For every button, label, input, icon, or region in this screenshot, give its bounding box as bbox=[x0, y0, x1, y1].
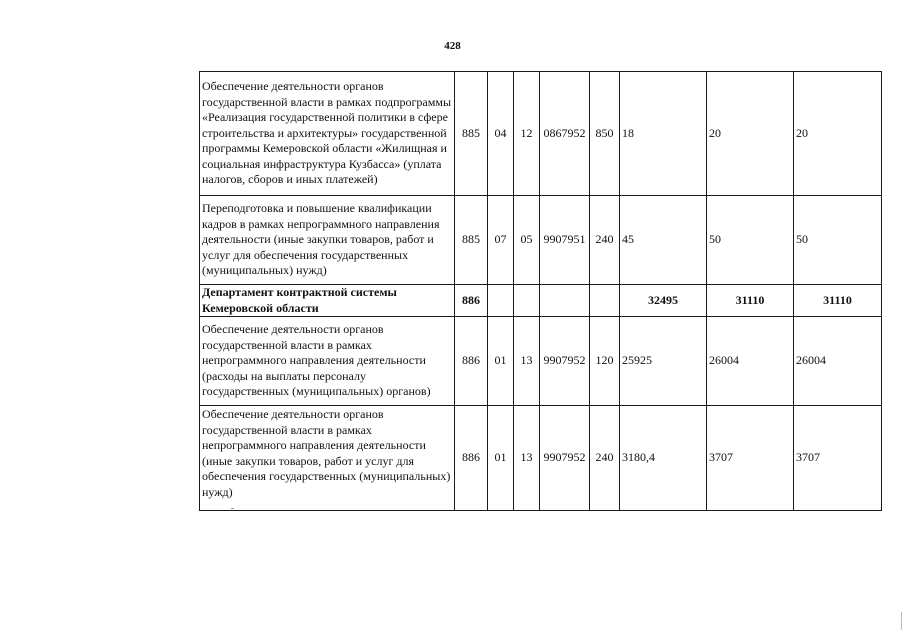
amount-year-1: 25925 bbox=[620, 317, 707, 406]
section-code: 01 bbox=[488, 317, 514, 406]
expense-type-code: 240 bbox=[590, 196, 620, 285]
table-row bbox=[200, 406, 882, 511]
expense-type-code: 850 bbox=[590, 72, 620, 196]
subsection-code bbox=[514, 285, 540, 317]
amount-year-1: 45 bbox=[620, 196, 707, 285]
amount-year-2: 26004 bbox=[707, 317, 794, 406]
row-name: Обеспечение деятельности органов государственной власти в рамках непрограммного направления деятельности (иные закупки товаров, работ и услуг для обеспечения государственных (муниципальных) нужд) bbox=[200, 406, 455, 511]
expense-type-code bbox=[590, 285, 620, 317]
section-code bbox=[488, 285, 514, 317]
section-code: 01 bbox=[488, 406, 514, 511]
subsection-code: 12 bbox=[514, 72, 540, 196]
ministry-code: 885 bbox=[455, 72, 488, 196]
row-name: Переподготовка и повышение квалификации кадров в рамках непрограммного направления деятельности (иные закупки товаров, работ и услуг для обеспечения государственных (муниципальных) нужд) bbox=[200, 196, 455, 285]
amount-year-3: 31110 bbox=[794, 285, 882, 317]
target-article-code: 9907952 bbox=[540, 406, 590, 511]
table-row bbox=[200, 317, 882, 406]
amount-year-2: 31110 bbox=[707, 285, 794, 317]
amount-year-1: 18 bbox=[620, 72, 707, 196]
amount-year-1: 3180,4 bbox=[620, 406, 707, 511]
amount-year-3: 20 bbox=[794, 72, 882, 196]
row-name: Обеспечение деятельности органов государственной власти в рамках непрограммного направления деятельности (расходы на выплаты персоналу государственных (муниципальных) органов) bbox=[200, 317, 455, 406]
section-code: 07 bbox=[488, 196, 514, 285]
amount-year-2: 3707 bbox=[707, 406, 794, 511]
expense-type-code: 120 bbox=[590, 317, 620, 406]
row-name: Обеспечение деятельности органов государственной власти в рамках подпрограммы «Реализация государственной политики в сфере строительства и архитектуры» государственной программы Кемеровской области «Жилищная и социальная инфраструктура Кузбасса» (уплата налогов, сборов и иных платежей) bbox=[200, 72, 455, 196]
subsection-code: 05 bbox=[514, 196, 540, 285]
amount-year-3: 3707 bbox=[794, 406, 882, 511]
scan-edge-mark bbox=[901, 612, 902, 630]
scan-speck bbox=[231, 508, 234, 509]
budget-table bbox=[199, 71, 882, 511]
ministry-code: 886 bbox=[455, 317, 488, 406]
ministry-code: 886 bbox=[455, 406, 488, 511]
amount-year-3: 26004 bbox=[794, 317, 882, 406]
table-row bbox=[200, 196, 882, 285]
department-name: Департамент контрактной системы Кемеровской области bbox=[200, 285, 455, 317]
target-article-code: 9907952 bbox=[540, 317, 590, 406]
ministry-code: 885 bbox=[455, 196, 488, 285]
amount-year-1: 32495 bbox=[620, 285, 707, 317]
amount-year-3: 50 bbox=[794, 196, 882, 285]
target-article-code: 0867952 bbox=[540, 72, 590, 196]
target-article-code bbox=[540, 285, 590, 317]
page-number: 428 bbox=[444, 40, 461, 52]
amount-year-2: 20 bbox=[707, 72, 794, 196]
subsection-code: 13 bbox=[514, 406, 540, 511]
ministry-code: 886 bbox=[455, 285, 488, 317]
target-article-code: 9907951 bbox=[540, 196, 590, 285]
subsection-code: 13 bbox=[514, 317, 540, 406]
section-code: 04 bbox=[488, 72, 514, 196]
amount-year-2: 50 bbox=[707, 196, 794, 285]
expense-type-code: 240 bbox=[590, 406, 620, 511]
table-row bbox=[200, 72, 882, 196]
table-row-department bbox=[200, 285, 882, 317]
